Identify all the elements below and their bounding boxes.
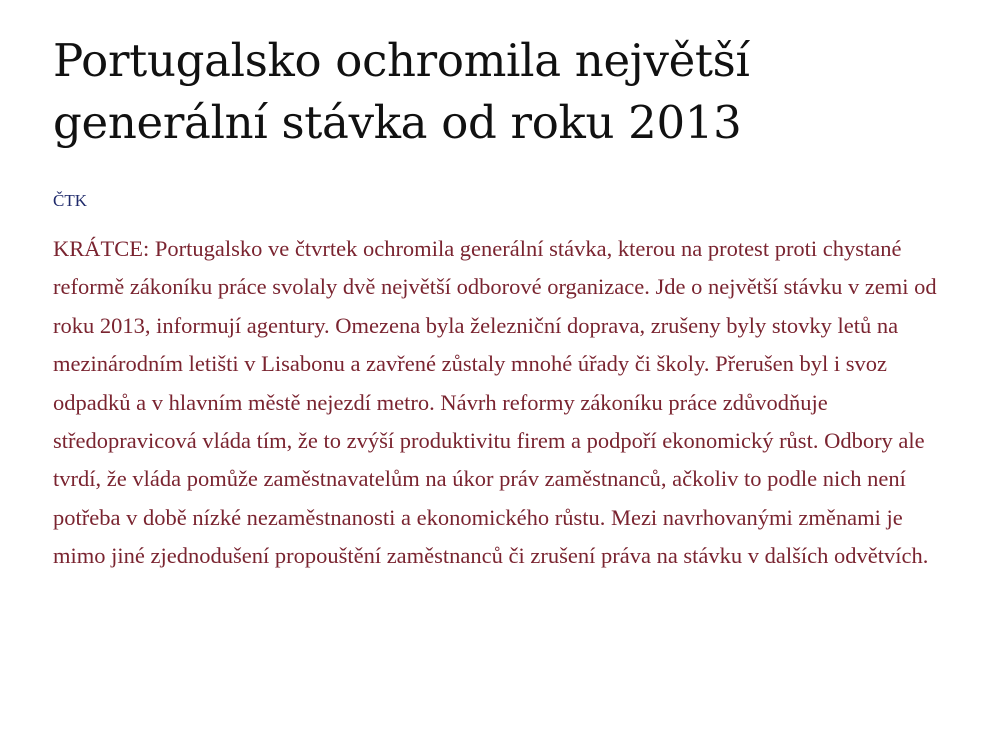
article <box>53 30 953 598</box>
article-lead-paragraph: KRÁTCE: Portugalsko ve čtvrtek ochromila generální stávka, kterou na protest proti chystané reformě zákoníku práce svolaly dvě největší odborové organizace. Jde o největší stávku v zemi od roku 2013, informují agentury. Omezena byla železniční doprava, zrušeny byly stovky letů na mezinárodním letišti v Lisabonu a zavřené zůstaly mnohé úřady či školy. Přerušen byl i svoz odpadků a v hlavním městě nejezdí metro. Návrh reformy zákoníku práce zdůvodňuje středopravicová vláda tím, že to zvýší produktivitu firem a podpoří ekonomický růst. Odbory ale tvrdí, že vláda pomůže zaměstnavatelům na úkor práv zaměstnanců, ačkoliv to podle nich není potřeba v době nízké nezaměstnanosti a ekonomického růstu. Mezi navrhovanými změnami je mimo jiné zjednodušení propouštění zaměstnanců či zrušení práva na stávku v dalších odvětvích. <box>53 236 937 569</box>
article-headline: Portugalsko ochromila největší generální stávka od roku 2013 <box>53 34 750 149</box>
article-byline-source[interactable]: ČTK <box>53 191 87 210</box>
